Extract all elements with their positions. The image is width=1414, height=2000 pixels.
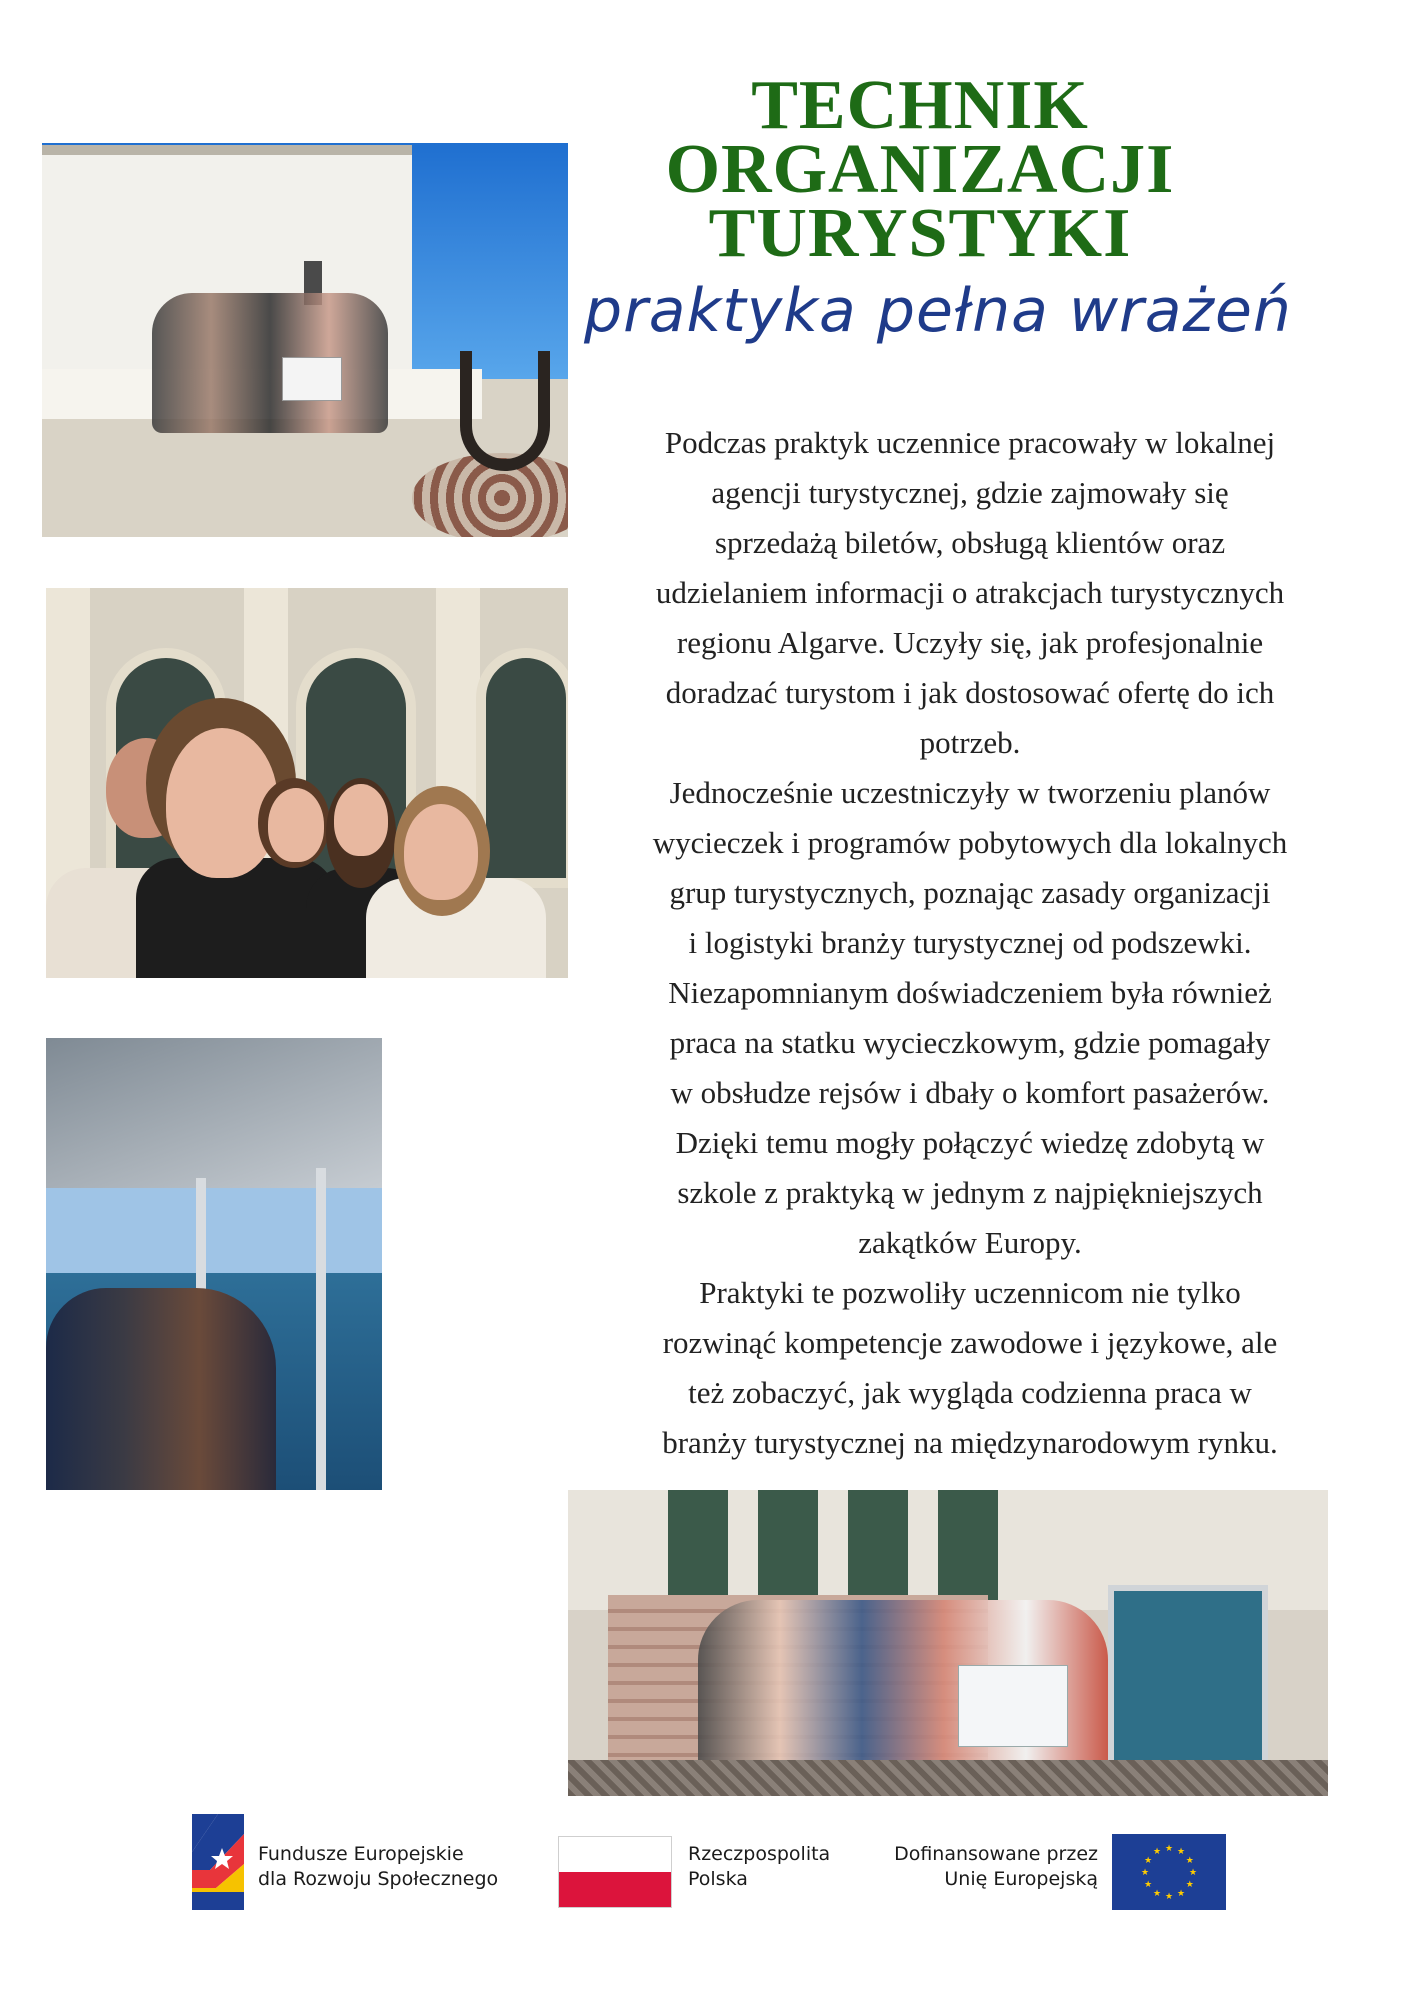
text-line: potrzeb. bbox=[919, 725, 1021, 760]
text-line: wycieczek i programów pobytowych dla lokalnych bbox=[652, 825, 1288, 860]
text-line: udzielaniem informacji o atrakcjach turystycznych bbox=[655, 575, 1285, 610]
fe-line-2: dla Rozwoju Społecznego bbox=[258, 1868, 499, 1890]
polish-flag-icon bbox=[558, 1836, 672, 1908]
fundusze-europejskie-logo-icon bbox=[192, 1814, 244, 1910]
article-body bbox=[590, 418, 1350, 1468]
text-line: grup turystycznych, poznając zasady organizacji bbox=[669, 875, 1271, 910]
text-line: doradzać turystom i jak dostosować ofertę do ich bbox=[665, 675, 1275, 710]
eu-star: ★ bbox=[1152, 1847, 1162, 1858]
photo-chapel-group bbox=[42, 143, 568, 537]
eu-line-1: Dofinansowane przez bbox=[894, 1843, 1098, 1865]
eu-star: ★ bbox=[1152, 1888, 1162, 1899]
text-line: Podczas praktyk uczennice pracowały w lokalnej bbox=[664, 425, 1276, 460]
fundusze-europejskie-label bbox=[258, 1842, 498, 1892]
eu-flag-icon bbox=[1112, 1834, 1226, 1910]
paragraph-1 bbox=[590, 418, 1350, 768]
text-line: w obsłudze rejsów i dbały o komfort pasażerów. bbox=[670, 1075, 1270, 1110]
eu-funding-label bbox=[884, 1842, 1098, 1892]
eu-star: ★ bbox=[1188, 1868, 1198, 1878]
eu-star: ★ bbox=[1140, 1868, 1150, 1878]
text-line: i logistyki branży turystycznej od podszewki. bbox=[688, 925, 1252, 960]
paragraph-3 bbox=[590, 1268, 1350, 1468]
text-line: praca na statku wycieczkowym, gdzie pomagały bbox=[669, 1025, 1271, 1060]
pl-line-2: Polska bbox=[688, 1868, 748, 1890]
pl-line-1: Rzeczpospolita bbox=[688, 1843, 831, 1865]
eu-star: ★ bbox=[1144, 1856, 1153, 1866]
text-line: Dzięki temu mogły połączyć wiedzę zdobytą w bbox=[675, 1125, 1265, 1160]
text-line: Praktyki te pozwoliły uczennicom nie tylko bbox=[699, 1275, 1241, 1310]
rzeczpospolita-label bbox=[688, 1842, 830, 1892]
eu-star: ★ bbox=[1164, 1892, 1174, 1902]
title-line-2: TURYSTYKI bbox=[708, 195, 1132, 272]
fe-line-1: Fundusze Europejskie bbox=[258, 1843, 464, 1865]
photo-selfie-arches bbox=[46, 588, 568, 978]
text-line: agencji turystycznej, gdzie zajmowały się bbox=[711, 475, 1229, 510]
title-line-1: TECHNIK ORGANIZACJI bbox=[665, 67, 1175, 208]
eu-star: ★ bbox=[1185, 1880, 1194, 1890]
page-title bbox=[500, 67, 1340, 272]
text-line: zakątków Europy. bbox=[858, 1225, 1082, 1260]
text-line: sprzedażą biletów, obsługą klientów oraz bbox=[714, 525, 1226, 560]
eu-star: ★ bbox=[1164, 1844, 1174, 1854]
paragraph-2 bbox=[590, 768, 1350, 1268]
text-line: branży turystycznej na międzynarodowym rynku. bbox=[662, 1425, 1278, 1460]
eu-star: ★ bbox=[1176, 1888, 1186, 1899]
text-line: regionu Algarve. Uczyły się, jak profesjonalnie bbox=[676, 625, 1264, 660]
text-line: Jednocześnie uczestniczyły w tworzeniu planów bbox=[669, 775, 1271, 810]
eu-star: ★ bbox=[1176, 1847, 1186, 1858]
text-line: też zobaczyć, jak wygląda codzienna praca w bbox=[688, 1375, 1252, 1410]
photo-boat-deck bbox=[46, 1038, 382, 1490]
funding-footer bbox=[0, 1808, 1414, 1918]
photo-group-steps bbox=[568, 1490, 1328, 1796]
page-subtitle: praktyka pełna wrażeń bbox=[584, 276, 1292, 346]
text-line: szkole z praktyką w jednym z najpiękniejszych bbox=[677, 1175, 1263, 1210]
eu-star: ★ bbox=[1144, 1880, 1153, 1890]
text-line: Niezapomnianym doświadczeniem była również bbox=[668, 975, 1272, 1010]
text-line: rozwinąć kompetencje zawodowe i językowe, ale bbox=[662, 1325, 1278, 1360]
eu-star: ★ bbox=[1185, 1856, 1194, 1866]
eu-line-2: Unię Europejską bbox=[944, 1868, 1098, 1890]
